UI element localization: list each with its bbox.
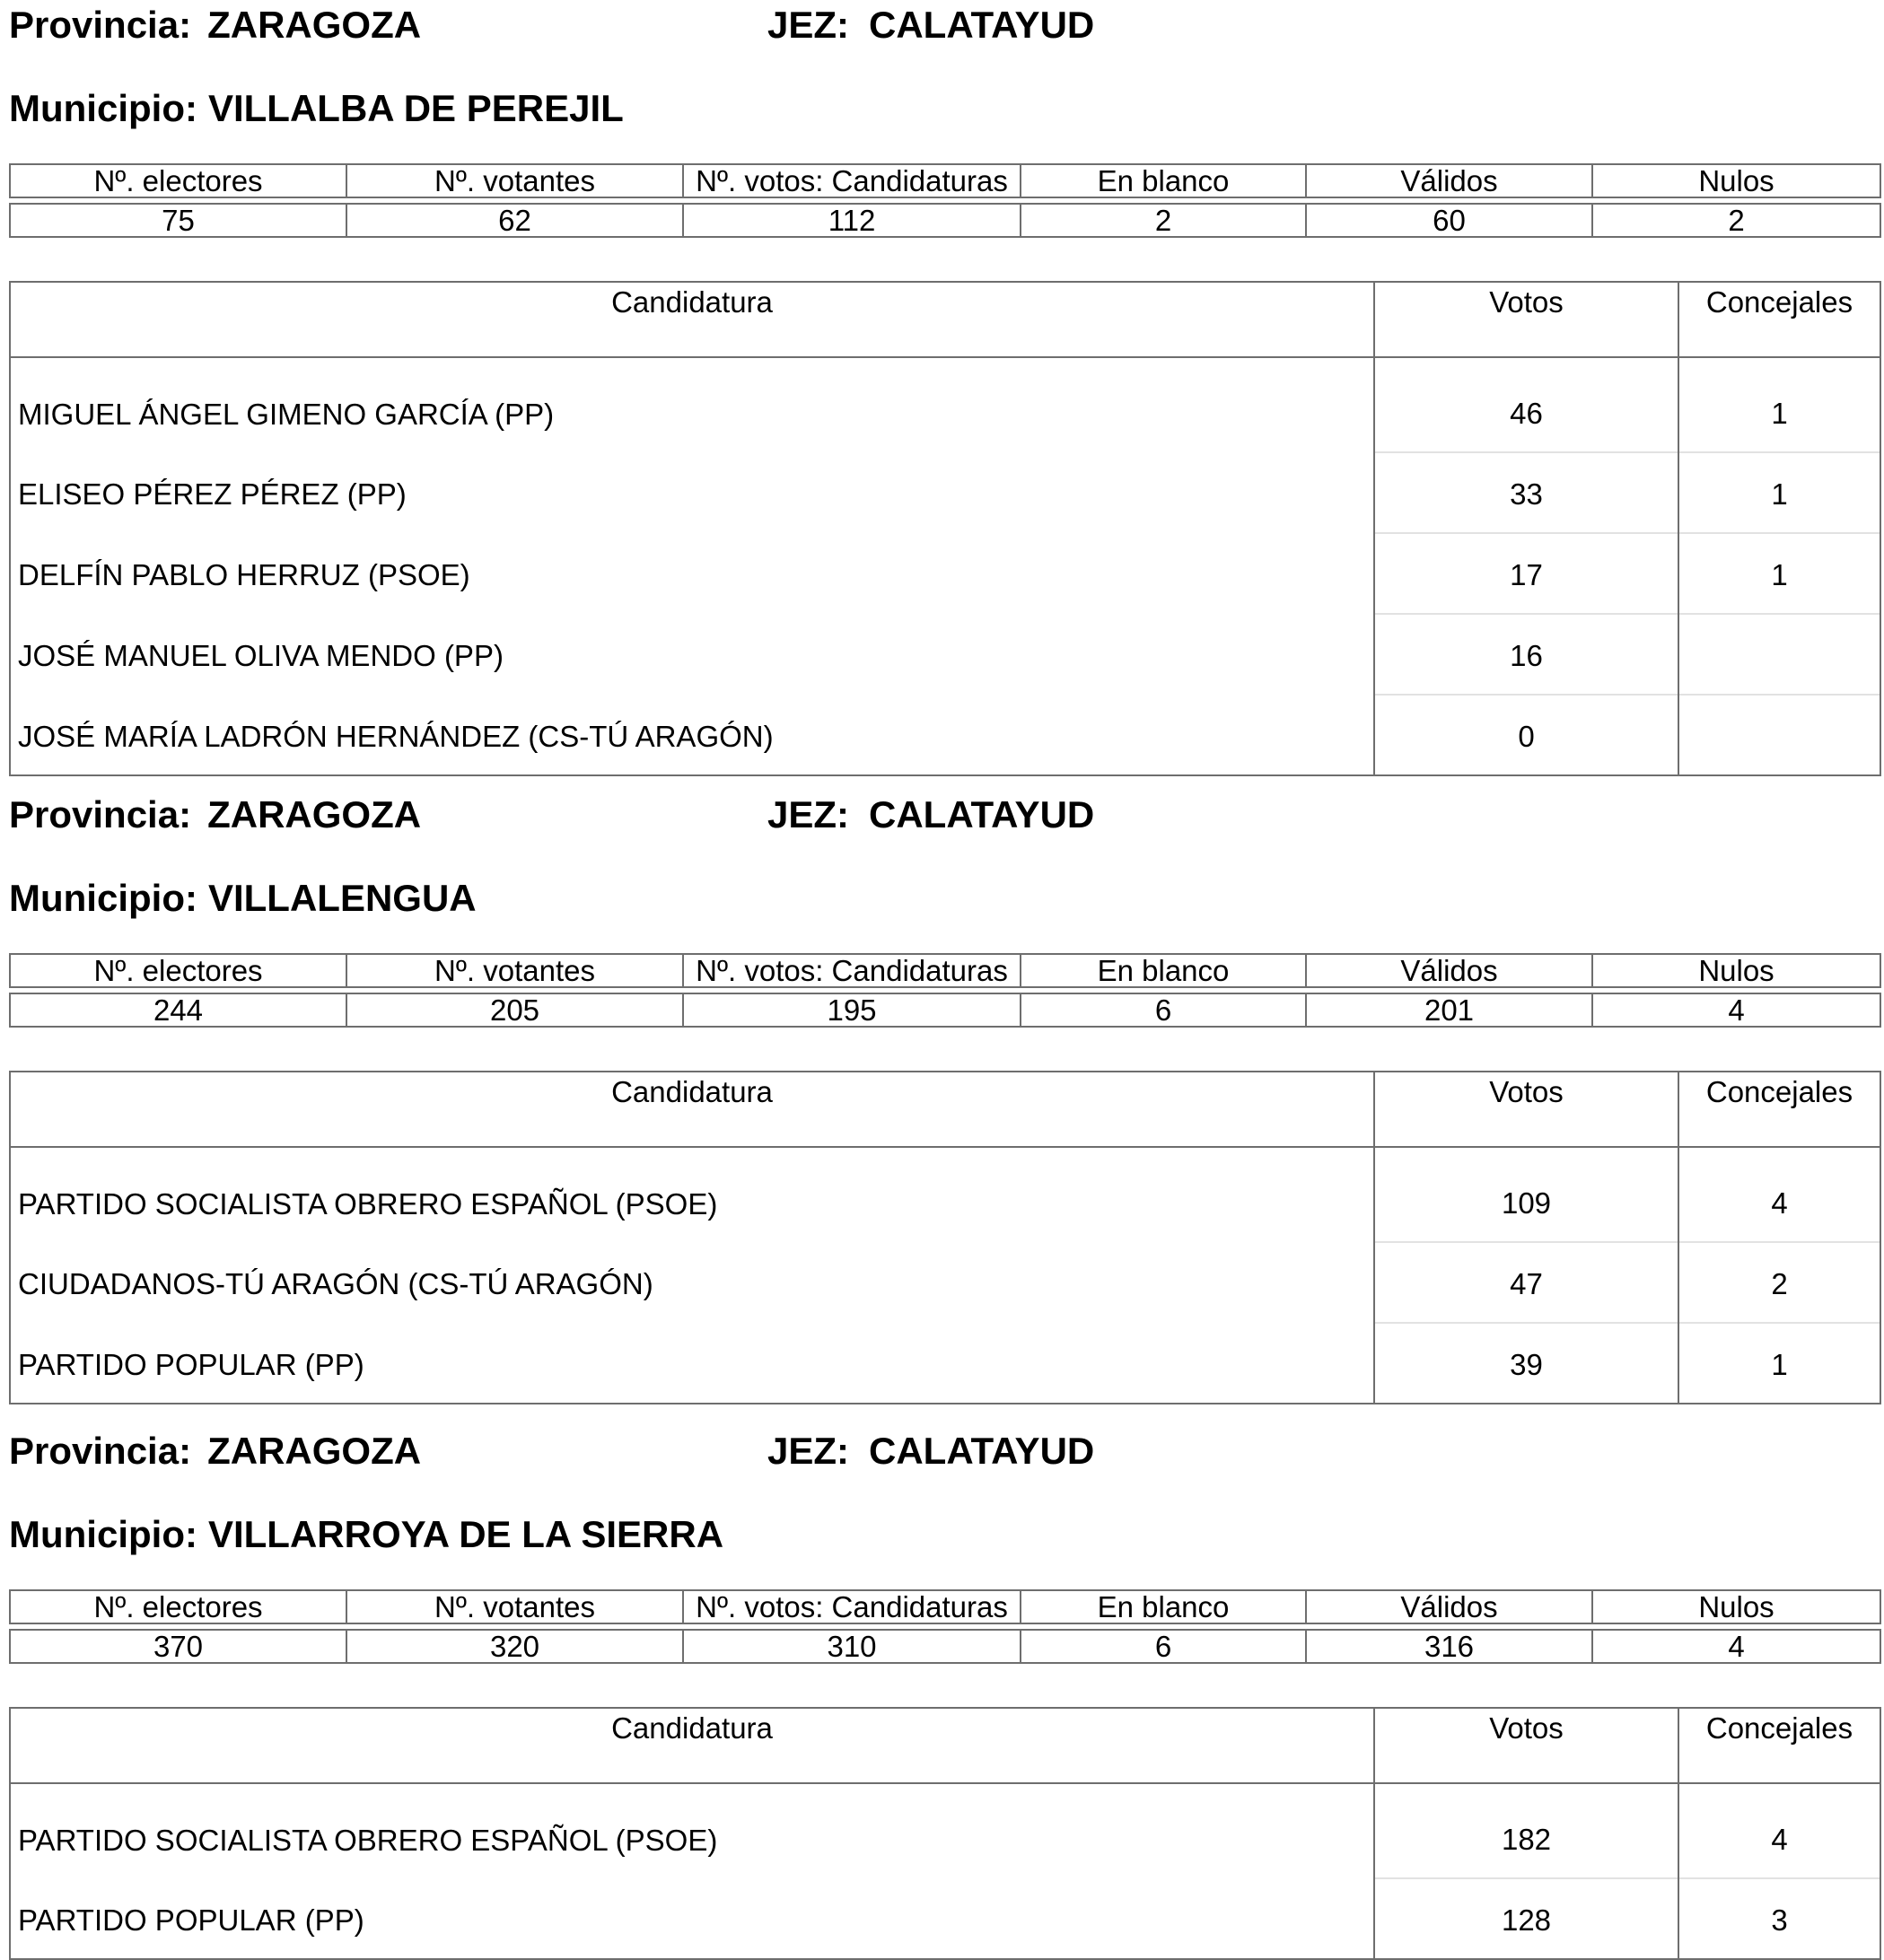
summary-table <box>9 1589 1881 1624</box>
summary-value-cell: 6 <box>1021 993 1306 1027</box>
municipio-label: Municipio: <box>9 877 197 919</box>
candidate-concejales: 2 <box>1678 1242 1880 1323</box>
candidate-row <box>10 1783 1880 1878</box>
candidate-row <box>10 357 1880 452</box>
candidate-name: MIGUEL ÁNGEL GIMENO GARCÍA (PP) <box>10 357 1374 452</box>
summary-header-row <box>10 164 1880 197</box>
candidates-header-cell: Candidatura <box>10 1708 1374 1783</box>
jez-value: CALATAYUD <box>869 793 1095 836</box>
candidate-row <box>10 1878 1880 1959</box>
candidate-concejales <box>1678 614 1880 695</box>
summary-header-cell: Válidos <box>1306 1590 1592 1623</box>
candidates-header-cell: Candidatura <box>10 1072 1374 1147</box>
summary-value-cell: 205 <box>346 993 683 1027</box>
jez-value: CALATAYUD <box>869 4 1095 46</box>
candidate-concejales: 1 <box>1678 1323 1880 1404</box>
provincia-value: ZARAGOZA <box>207 1430 422 1472</box>
provincia-header <box>9 1432 421 1470</box>
candidate-concejales: 1 <box>1678 357 1880 452</box>
summary-value-cell: 112 <box>683 204 1021 237</box>
candidate-votos: 0 <box>1374 695 1678 775</box>
candidate-concejales: 3 <box>1678 1878 1880 1959</box>
candidate-name: PARTIDO POPULAR (PP) <box>10 1878 1374 1959</box>
candidate-name: JOSÉ MARÍA LADRÓN HERNÁNDEZ (CS-TÚ ARAGÓN) <box>10 695 1374 775</box>
candidates-header-cell: Candidatura <box>10 282 1374 357</box>
candidate-votos: 109 <box>1374 1147 1678 1242</box>
summary-value-cell: 244 <box>10 993 346 1027</box>
provincia-label: Provincia: <box>9 793 192 836</box>
candidates-table <box>9 281 1881 776</box>
summary-value-cell: 60 <box>1306 204 1592 237</box>
municipio-value: VILLALENGUA <box>207 877 477 919</box>
summary-table <box>9 163 1881 198</box>
provincia-label: Provincia: <box>9 4 192 46</box>
summary-value-cell: 195 <box>683 993 1021 1027</box>
candidate-votos: 16 <box>1374 614 1678 695</box>
summary-header-cell: En blanco <box>1021 164 1306 197</box>
candidate-name: ELISEO PÉREZ PÉREZ (PP) <box>10 452 1374 533</box>
candidate-row <box>10 533 1880 614</box>
summary-header-cell: Nº. votos: Candidaturas <box>683 164 1021 197</box>
jez-header <box>767 793 1095 836</box>
summary-header-cell: Nº. votantes <box>346 954 683 987</box>
summary-value-cell: 4 <box>1592 993 1880 1027</box>
candidate-name: DELFÍN PABLO HERRUZ (PSOE) <box>10 533 1374 614</box>
summary-value-row <box>10 993 1880 1027</box>
summary-header-cell: Válidos <box>1306 954 1592 987</box>
summary-value-cell: 4 <box>1592 1630 1880 1663</box>
candidates-table <box>9 1707 1881 1960</box>
summary-value-row <box>10 204 1880 237</box>
summary-header-cell: Nº. electores <box>10 164 346 197</box>
candidate-votos: 17 <box>1374 533 1678 614</box>
summary-header-cell: Nº. votantes <box>346 164 683 197</box>
candidates-header-cell: Votos <box>1374 1708 1678 1783</box>
summary-header-cell: Nulos <box>1592 164 1880 197</box>
candidate-name: PARTIDO SOCIALISTA OBRERO ESPAÑOL (PSOE) <box>10 1783 1374 1878</box>
candidate-row <box>10 695 1880 775</box>
candidates-header-cell: Concejales <box>1678 1708 1880 1783</box>
candidate-row <box>10 1323 1880 1404</box>
candidates-header-cell: Votos <box>1374 282 1678 357</box>
provincia-label: Provincia: <box>9 1430 192 1472</box>
candidate-votos: 39 <box>1374 1323 1678 1404</box>
candidate-row <box>10 1147 1880 1242</box>
summary-values-table <box>9 203 1881 238</box>
municipio-header <box>9 1513 724 1555</box>
summary-header-cell: Nº. electores <box>10 1590 346 1623</box>
municipio-label: Municipio: <box>9 87 197 129</box>
candidates-header-cell: Concejales <box>1678 1072 1880 1147</box>
summary-value-cell: 75 <box>10 204 346 237</box>
summary-header-cell: Nº. votos: Candidaturas <box>683 1590 1021 1623</box>
municipio-header <box>9 87 624 129</box>
summary-value-cell: 6 <box>1021 1630 1306 1663</box>
jez-label: JEZ: <box>767 4 850 46</box>
summary-header-row <box>10 954 1880 987</box>
municipio-value: VILLARROYA DE LA SIERRA <box>207 1513 724 1555</box>
candidate-concejales: 4 <box>1678 1147 1880 1242</box>
summary-header-row <box>10 1590 1880 1623</box>
summary-value-cell: 62 <box>346 204 683 237</box>
candidates-header-cell: Concejales <box>1678 282 1880 357</box>
municipio-label: Municipio: <box>9 1513 197 1555</box>
provincia-value: ZARAGOZA <box>207 793 422 836</box>
candidate-name: PARTIDO POPULAR (PP) <box>10 1323 1374 1404</box>
summary-value-cell: 370 <box>10 1630 346 1663</box>
candidate-concejales: 4 <box>1678 1783 1880 1878</box>
summary-table <box>9 953 1881 988</box>
candidate-votos: 47 <box>1374 1242 1678 1323</box>
summary-header-cell: Nº. votos: Candidaturas <box>683 954 1021 987</box>
candidate-name: JOSÉ MANUEL OLIVA MENDO (PP) <box>10 614 1374 695</box>
summary-value-row <box>10 1630 1880 1663</box>
summary-header-cell: En blanco <box>1021 954 1306 987</box>
summary-header-cell: Nº. votantes <box>346 1590 683 1623</box>
summary-values-table <box>9 993 1881 1028</box>
jez-label: JEZ: <box>767 1430 850 1472</box>
candidates-header-row <box>10 1708 1880 1783</box>
candidate-concejales: 1 <box>1678 533 1880 614</box>
summary-header-cell: Nulos <box>1592 1590 1880 1623</box>
summary-header-cell: Válidos <box>1306 164 1592 197</box>
provincia-value: ZARAGOZA <box>207 4 422 46</box>
summary-header-cell: Nº. electores <box>10 954 346 987</box>
candidates-header-cell: Votos <box>1374 1072 1678 1147</box>
candidates-table <box>9 1071 1881 1404</box>
jez-header <box>767 6 1094 44</box>
municipio-value: VILLALBA DE PEREJIL <box>207 87 624 129</box>
summary-header-cell: En blanco <box>1021 1590 1306 1623</box>
summary-value-cell: 316 <box>1306 1630 1592 1663</box>
jez-header <box>767 1432 1094 1470</box>
jez-label: JEZ: <box>767 793 850 836</box>
jez-value: CALATAYUD <box>869 1430 1095 1472</box>
summary-value-cell: 201 <box>1306 993 1592 1027</box>
summary-header-cell: Nulos <box>1592 954 1880 987</box>
candidate-row <box>10 614 1880 695</box>
candidates-header-row <box>10 282 1880 357</box>
candidate-votos: 46 <box>1374 357 1678 452</box>
summary-value-cell: 2 <box>1021 204 1306 237</box>
candidates-header-row <box>10 1072 1880 1147</box>
provincia-header <box>9 793 422 836</box>
summary-value-cell: 2 <box>1592 204 1880 237</box>
candidate-name: CIUDADANOS-TÚ ARAGÓN (CS-TÚ ARAGÓN) <box>10 1242 1374 1323</box>
candidate-votos: 128 <box>1374 1878 1678 1959</box>
candidate-votos: 182 <box>1374 1783 1678 1878</box>
municipio-header <box>9 879 477 917</box>
summary-values-table <box>9 1629 1881 1664</box>
candidate-concejales: 1 <box>1678 452 1880 533</box>
candidate-row <box>10 1242 1880 1323</box>
summary-value-cell: 310 <box>683 1630 1021 1663</box>
candidate-concejales <box>1678 695 1880 775</box>
candidate-name: PARTIDO SOCIALISTA OBRERO ESPAÑOL (PSOE) <box>10 1147 1374 1242</box>
provincia-header <box>9 6 421 44</box>
summary-value-cell: 320 <box>346 1630 683 1663</box>
candidate-row <box>10 452 1880 533</box>
candidate-votos: 33 <box>1374 452 1678 533</box>
